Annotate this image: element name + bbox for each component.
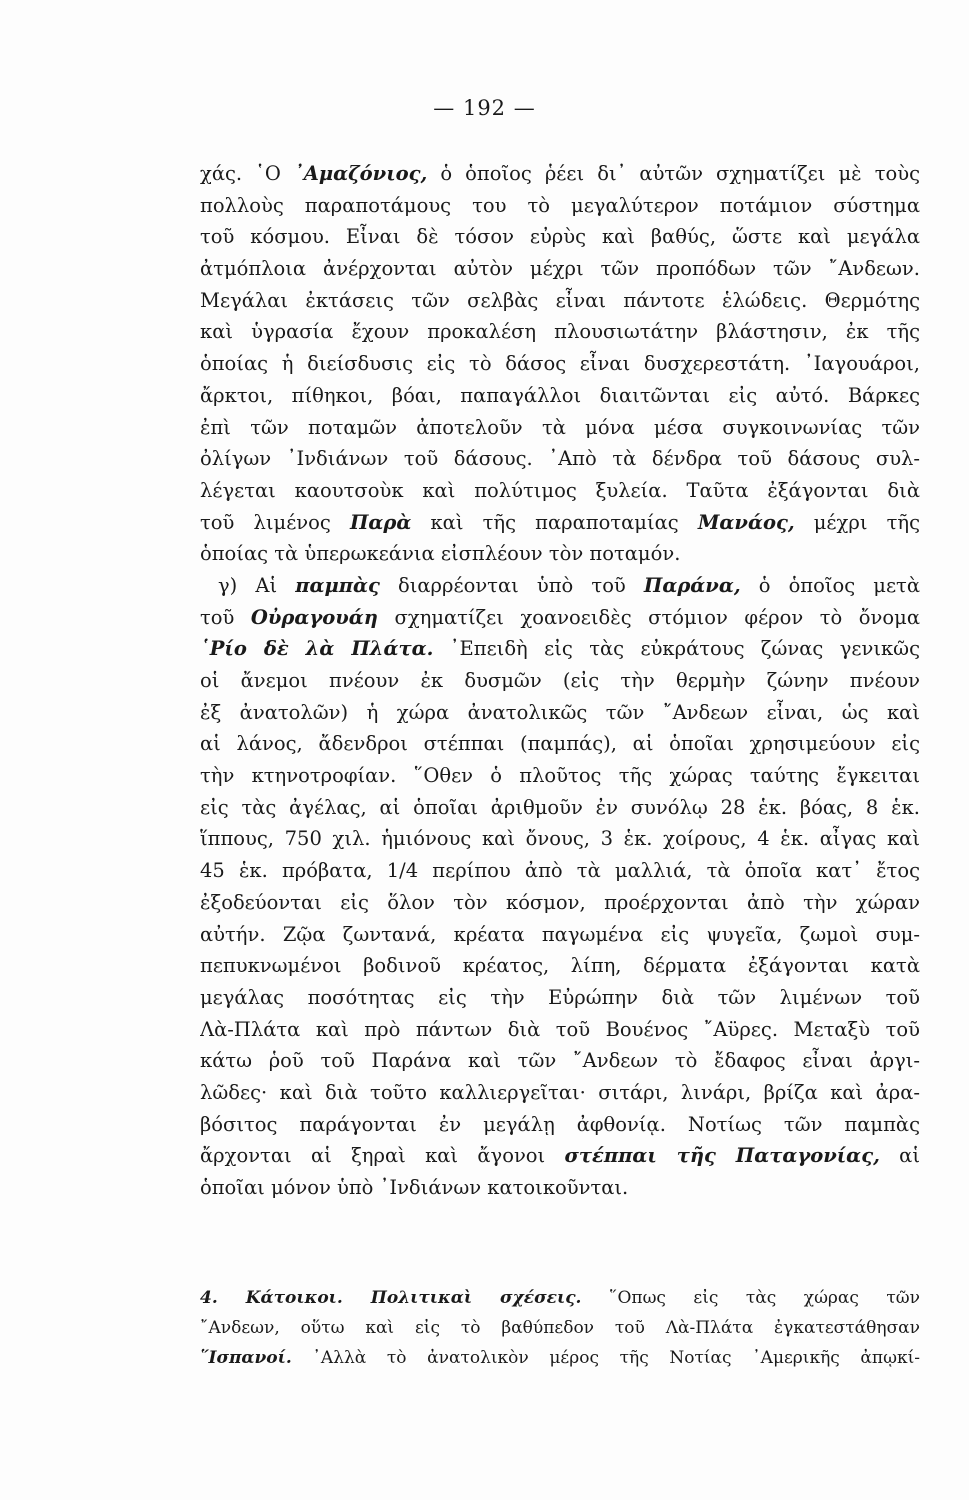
text-line [200,1140,920,1172]
emphasis-parana: Παράνα, [643,573,741,597]
text-run: ᾿Επειδὴ εἰς τὰς εὐκράτους ζώνας γενικῶς [433,637,920,661]
text-line: ἄρκτοι, πίθηκοι, βόαι, παπαγάλλοι διαιτῶνται εἰς αὐτό. Βάρκες [200,383,920,407]
text-run: καὶ τῆς παραποταμίας [411,510,698,534]
emphasis-rio-de-la-plata: ῾Ρίο δὲ λὰ Πλάτα. [200,637,434,661]
emphasis-ispanoi: ῞Ισπανοί. [200,1348,292,1368]
text-line: καὶ ὑγρασία ἔχουν προκαλέση πλουσιωτάτην βλάστησιν, ἐκ τῆς [200,320,920,344]
text-line [200,633,920,665]
page-number: — 192 — [433,96,536,120]
text-line [200,1343,920,1373]
text-line: κάτω ῥοῦ τοῦ Παράνα καὶ τῶν ῎Ανδεων τὸ ἔδαφος εἶναι ἀργι- [200,1049,920,1073]
emphasis-amazonios: ᾿Αμαζόνιος, [293,162,428,185]
text-line [200,570,920,602]
emphasis-para: Παρὰ [349,510,412,534]
text-line: αὐτήν. Ζῷα ζωντανά, κρέατα παγωμένα εἰς ψυγεῖα, ζωμοὶ συμ- [200,922,920,946]
text-line: ὁποίας τὰ ὑπερωκεάνια εἰσπλέουν τὸν ποταμόν. [200,542,681,566]
text-line: Μεγάλαι ἐκτάσεις τῶν σελβὰς εἶναι πάντοτε ἑλώδεις. Θερμότης [200,288,920,312]
text-line: ὁποίας ἡ διείσδυσις εἰς τὸ δάσος εἶναι δυσχερεστάτη. ᾿Ιαγουάροι, [200,352,920,376]
text-line: πολλοὺς παραποτάμους του τὸ μεγαλύτερον ποτάμιον σύστημα [200,193,920,217]
text-line: ἐπὶ τῶν ποταμῶν ἀποτελοῦν τὰ μόνα μέσα συγκοινωνίας τῶν [200,415,920,439]
text-run: αἱ [879,1144,920,1168]
text-run: τοῦ λιμένος [200,510,350,534]
text-line: βόσιτος παράγονται ἐν μεγάλῃ ἀφθονίᾳ. Νοτίως τῶν παμπὰς [200,1112,920,1136]
text-line: ἵππους, 750 χιλ. ἡμιόνους καὶ ὄνους, 3 ἑκ. χοίρους, 4 ἑκ. αἶγας καὶ [200,827,920,851]
text-line: ὀλίγων ᾿Ινδιάνων τοῦ δάσους. ᾿Απὸ τὰ δένδρα τοῦ δάσους συλ- [200,447,920,471]
body-text [200,158,920,1204]
text-line [200,507,920,539]
text-run: ῞Οπως εἰς τὰς χώρας τῶν [581,1288,920,1308]
text-run: σχηματίζει χοανοειδὲς στόμιον φέρον τὸ ὄνομα [378,605,920,629]
text-run: ᾿Αλλὰ τὸ ἀνατολικὸν μέρος τῆς Νοτίας ᾿Αμερικῆς ἀπῳκί- [291,1348,920,1368]
text-line: τοῦ κόσμου. Εἶναι δὲ τόσον εὐρὺς καὶ βαθύς, ὥστε καὶ μεγάλα [200,225,920,249]
text-line [200,158,920,190]
text-run: ὁ ὁποῖος μετὰ [740,573,920,597]
text-line: ἐξ ἀνατολῶν) ἡ χώρα ἀνατολικῶς τῶν ῎Ανδεων εἶναι, ὡς καὶ [200,700,920,724]
text-run: ἄρχονται αἱ ξηραὶ καὶ ἄγονοι [200,1144,565,1168]
text-line: Λὰ-Πλάτα καὶ πρὸ πάντων διὰ τοῦ Βουένος ῎Αϋρες. Μεταξὺ τοῦ [200,1017,920,1041]
text-line: μεγάλας ποσότητας εἰς τὴν Εὐρώπην διὰ τῶν λιμένων τοῦ [200,985,920,1009]
text-line: ἐξοδεύονται εἰς ὅλον τὸν κόσμον, προέρχονται ἀπὸ τὴν χώραν [200,890,920,914]
emphasis-patagonia: στέππαι τῆς Παταγονίας, [564,1144,880,1168]
text-line: λέγεται καουτσοὺκ καὶ πολύτιμος ξυλεία. Ταῦτα ἐξάγονται διὰ [200,478,920,502]
emphasis-manaos: Μανάος, [697,510,795,534]
text-line: οἱ ἄνεμοι πνέουν ἐκ δυσμῶν (εἰς τὴν θερμὴν ζώνην πνέουν [200,669,920,692]
text-line: αἱ λάνος, ἄδενδροι στέππαι (παμπάς), αἱ ὁποῖαι χρησιμεύουν εἰς [200,732,920,756]
text-line: 45 ἑκ. πρόβατα, 1/4 περίπου ἀπὸ τὰ μαλλιά, τὰ ὁποῖα κατ᾿ ἔτος [200,859,920,883]
emphasis-uruguay: Οὐραγουάη [250,605,378,629]
text-run: χάς. ῾Ο [200,162,294,185]
section-heading: 4. Κάτοικοι. Πολιτικαὶ σχέσεις. [200,1288,582,1308]
text-line: εἰς τὰς ἀγέλας, αἱ ὁποῖαι ἀριθμοῦν ἐν συνόλῳ 28 ἑκ. βόας, 8 ἑκ. [200,795,920,819]
text-run: διαρρέονται ὑπὸ τοῦ [379,573,644,597]
text-line: ῎Ανδεων, οὕτω καὶ εἰς τὸ βαθύπεδον τοῦ Λὰ-Πλάτα ἐγκατεστάθησαν [200,1318,920,1338]
text-run: ὁ ὁποῖος ῥέει δι᾿ αὐτῶν σχηματίζει μὲ τοὺς [427,162,920,185]
text-line: ἀτμόπλοια ἀνέρχονται αὐτὸν μέχρι τῶν προπόδων τῶν ῎Ανδεων. [200,257,920,281]
text-line: ὁποῖαι μόνον ὑπὸ ᾿Ινδιάνων κατοικοῦνται. [200,1176,629,1199]
text-run: γ) Αἱ [218,573,296,597]
text-line [200,602,920,634]
section-inhabitants [200,1283,920,1373]
section-heading-line [200,1283,920,1313]
text-run: τοῦ [200,605,251,629]
text-line: τὴν κτηνοτροφίαν. ῞Οθεν ὁ πλοῦτος τῆς χώρας ταύτης ἔγκειται [200,764,920,788]
text-line: πεπυκνωμένοι βοδινοῦ κρέατος, λίπη, δέρματα ἐξάγονται κατὰ [200,954,920,978]
text-line: λῶδες· καὶ διὰ τοῦτο καλλιεργεῖται· σιτάρι, λινάρι, βρίζα καὶ ἀρα- [200,1080,920,1104]
text-run: μέχρι τῆς [794,510,920,534]
emphasis-pampas: παμπὰς [295,573,380,597]
